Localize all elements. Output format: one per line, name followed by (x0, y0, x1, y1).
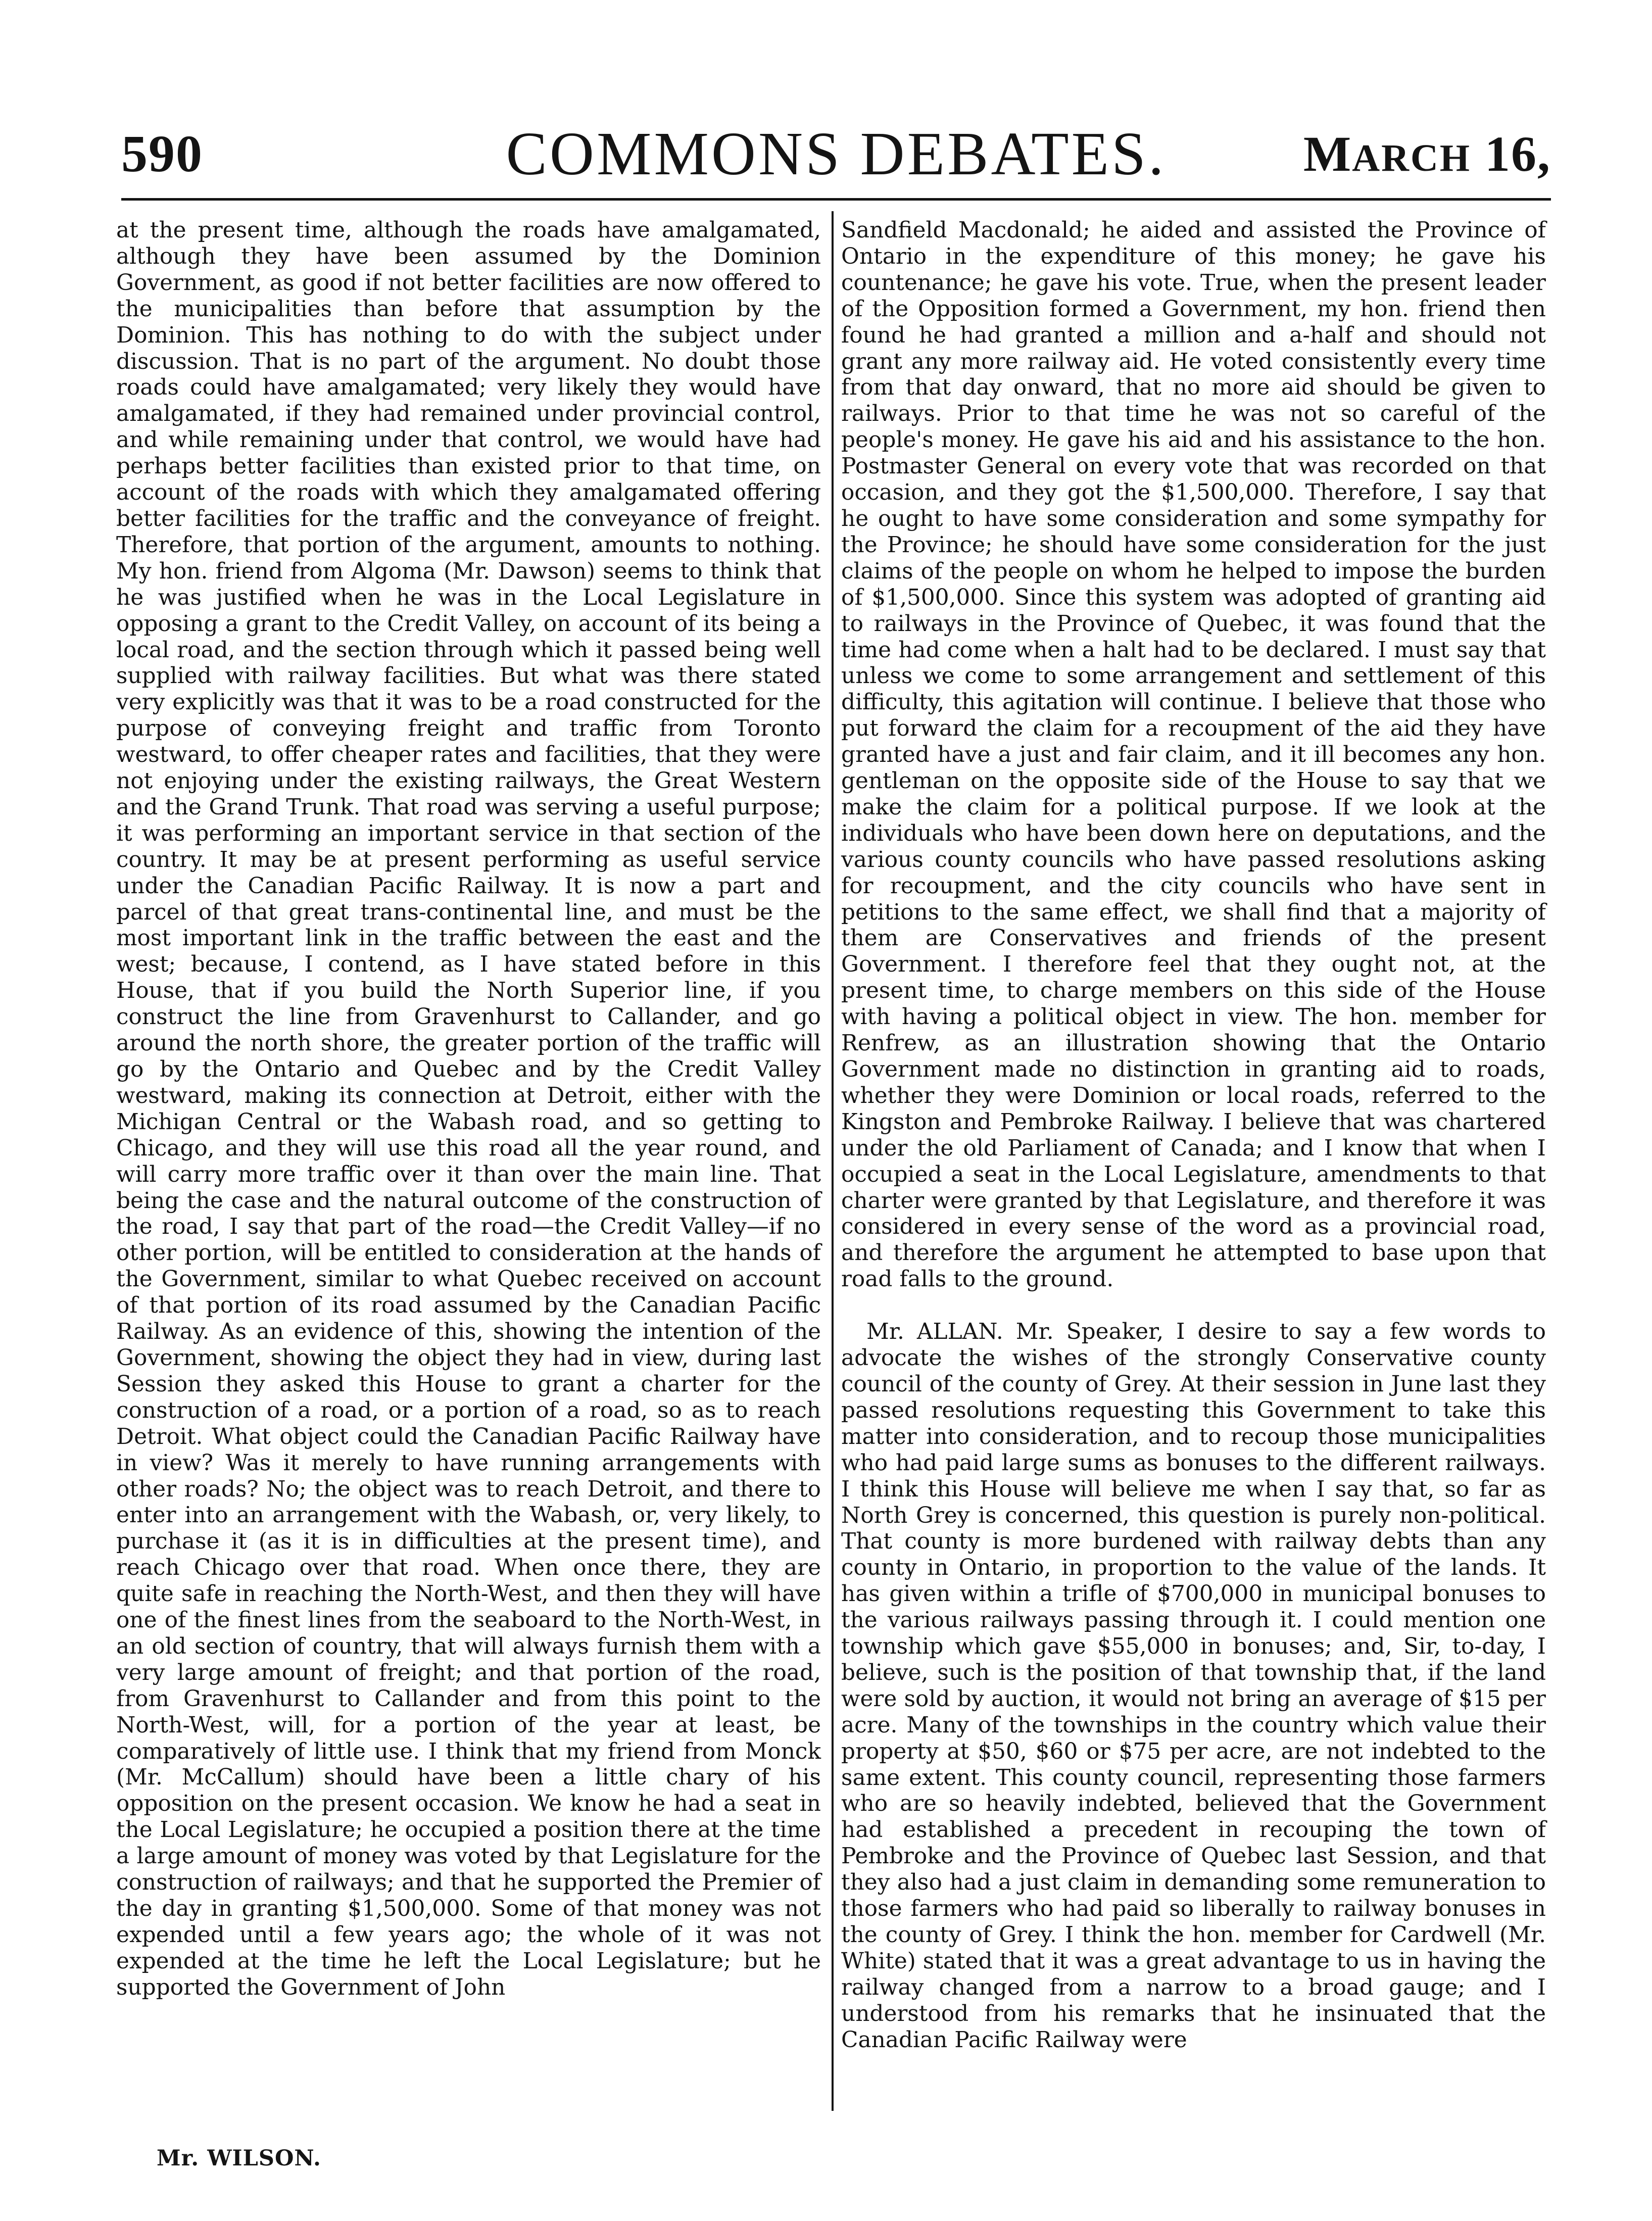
publication-title: COMMONS DEBATES. (506, 120, 1167, 188)
header-rule (121, 198, 1551, 204)
running-footer: Mr. WILSON. (157, 2146, 321, 2171)
date-month-smallcaps: ARCH (1352, 137, 1471, 179)
date-day: 16, (1471, 126, 1551, 182)
right-paragraph-1: Sandfield Macdonald; he aided and assisted the Province of Ontario in the expenditure of this money; he gave his countenance; he gave his vote. True, when the present leader of the Opposition formed a Government, my hon. friend then found he had granted a million and a-half and should not grant any more railway aid. He voted consistently every time from that day onward, that no more aid should be given to railways. Prior to that time he was not so careful of the people's money. He gave his aid and his assistance to the hon. Postmaster General on every vote that was recorded on that occasion, and they got the $1,500,000. Therefore, I say that he ought to have some consideration and some sympathy for the Province; he should have some consideration for the just claims of the people on whom he helped to impose the burden of $1,500,000. Since this system was adopted of granting aid to railways in the Province of Quebec, it was found that the time had come when a halt had to be declared. I must say that unless we come to some arrangement and settlement of this difficulty, this agitation will continue. I believe that those who put forward the claim for a recoupment of the aid they have granted have a just and fair claim, and it ill becomes any hon. gentleman on the opposite side of the House to say that we make the claim for a political purpose. If we look at the individuals who have been down here on deputations, and the various county councils who have passed resolutions asking for recoupment, and the city councils who have sent in petitions to the same effect, we shall find that a majority of them are Conservatives and friends of the present Government. I therefore feel that they ought not, at the present time, to charge members on this side of the House with having a political object in view. The hon. member for Renfrew, as an illustration showing that the Ontario Government made no distinction in granting aid to roads, whether they were Dominion or local roads, referred to the Kingston and Pembroke Railway. I believe that was chartered under the old Parliament of Canada; and I know that when I occupied a seat in the Local Legislature, amendments to that charter were granted by that Legislature, and therefore it was considered in every sense of the word as a provincial road, and therefore the argument he attempted to base upon that road falls to the ground. (841, 217, 1546, 1292)
page-header (121, 116, 1551, 192)
speaker-name: Mr. ALLAN. (866, 1319, 1003, 1345)
column-divider (832, 211, 834, 2111)
right-column (841, 217, 1546, 2053)
right-paragraph-2: Mr. Speaker, I desire to say a few words to advocate the wishes of the strongly Conservative county council of the county of Grey. At their session in June last they passed resolutions requesting this Government to take this matter into consideration, and to recoup those municipalities who had paid large sums as bonuses to the different railways. I think this House will believe me when I say that, so far as North Grey is concerned, this question is purely non-political. That county is more burdened with railway debts than any county in Ontario, in proportion to the value of the lands. It has given within a trifle of $700,000 in municipal bonuses to the various railways passing through it. I could mention one township which gave $55,000 in bonuses; and, Sir, to-day, I believe, such is the position of that township that, if the land were sold by auction, it would not bring an average of $15 per acre. Many of the townships in the country which value their property at $50, $60 or $75 per acre, are not indebted to the same extent. This county council, representing those farmers who are so heavily indebted, believed that the Government had established a precedent in recouping the town of Pembroke and the Province of Quebec last Session, and that they also had a just claim in demanding some remuneration to those farmers who had paid so liberally to railway bonuses in the county of Grey. I think the hon. member for Cardwell (Mr. White) stated that it was a great advantage to us in having the railway changed from a narrow to a broad gauge; and I understood from his remarks that he insinuated that the Canadian Pacific Railway were (841, 1319, 1546, 2053)
page-date (1303, 116, 1551, 196)
page-number: 590 (121, 125, 203, 183)
left-paragraph: at the present time, although the roads have amalgamated, although they have been assumed by the Dominion Government, as good if not better facilities are now offered to the municipalities than before that assumption by the Dominion. This has nothing to do with the subject under discussion. That is no part of the argument. No doubt those roads could have amalgamated; very likely they would have amalgamated, if they had remained under provincial control, and while remaining under that control, we would have had perhaps better facilities than existed prior to that time, on account of the roads with which they amalgamated offering better facilities for the traffic and the conveyance of freight. Therefore, that portion of the argument, amounts to nothing. My hon. friend from Algoma (Mr. Dawson) seems to think that he was justified when he was in the Local Legislature in opposing a grant to the Credit Valley, on account of its being a local road, and the section through which it passed being well supplied with railway facilities. But what was there stated very explicitly was that it was to be a road constructed for the purpose of conveying freight and traffic from Toronto westward, to offer cheaper rates and facilities, that they were not enjoying under the existing railways, the Great Western and the Grand Trunk. That road was serving a useful purpose; it was performing an important service in that section of the country. It may be at present performing as useful service under the Canadian Pacific Railway. It is now a part and parcel of that great trans-continental line, and must be the most important link in the traffic between the east and the west; because, I contend, as I have stated before in this House, that if you build the North Superior line, if you construct the line from Gravenhurst to Callander, and go around the north shore, the greater portion of the traffic will go by the Ontario and Quebec and by the Credit Valley westward, making its connection at Detroit, either with the Michigan Central or the Wabash road, and so getting to Chicago, and they will use this road all the year round, and will carry more traffic over it than over the main line. That being the case and the natural outcome of the construction of the road, I say that part of the road—the Credit Valley—if no other portion, will be entitled to consideration at the hands of the Government, similar to what Quebec received on account of that portion of its road assumed by the Canadian Pacific Railway. As an evidence of this, showing the intention of the Government, showing the object they had in view, during last Session they asked this House to grant a charter for the construction of a road, or a portion of a road, so as to reach Detroit. What object could the Canadian Pacific Railway have in view? Was it merely to have running arrangements with other roads? No; the object was to reach Detroit, and there to enter into an arrangement with the Wabash, or, very likely, to purchase it (as it is in difficulties at the present time), and reach Chicago over that road. When once there, they are quite safe in reaching the North-West, and then they will have one of the finest lines from the seaboard to the North-West, in an old section of country, that will always furnish them with a very large amount of freight; and that portion of the road, from Gravenhurst to Callander and from this point to the North-West, will, for a portion of the year at least, be comparatively of little use. I think that my friend from Monck (Mr. McCallum) should have been a little chary of his opposition on the present occasion. We know he had a seat in the Local Legislature; he occupied a position there at the time a large amount of money was voted by that Legislature for the construction of railways; and that he supported the Premier of the day in granting $1,500,000. Some of that money was not expended until a few years ago; the whole of it was not expended at the time he left the Local Legislature; but he supported the Government of John (116, 217, 821, 2000)
date-initial: M (1303, 126, 1352, 182)
left-column (116, 217, 821, 2001)
speech-allan (841, 1319, 1546, 2053)
